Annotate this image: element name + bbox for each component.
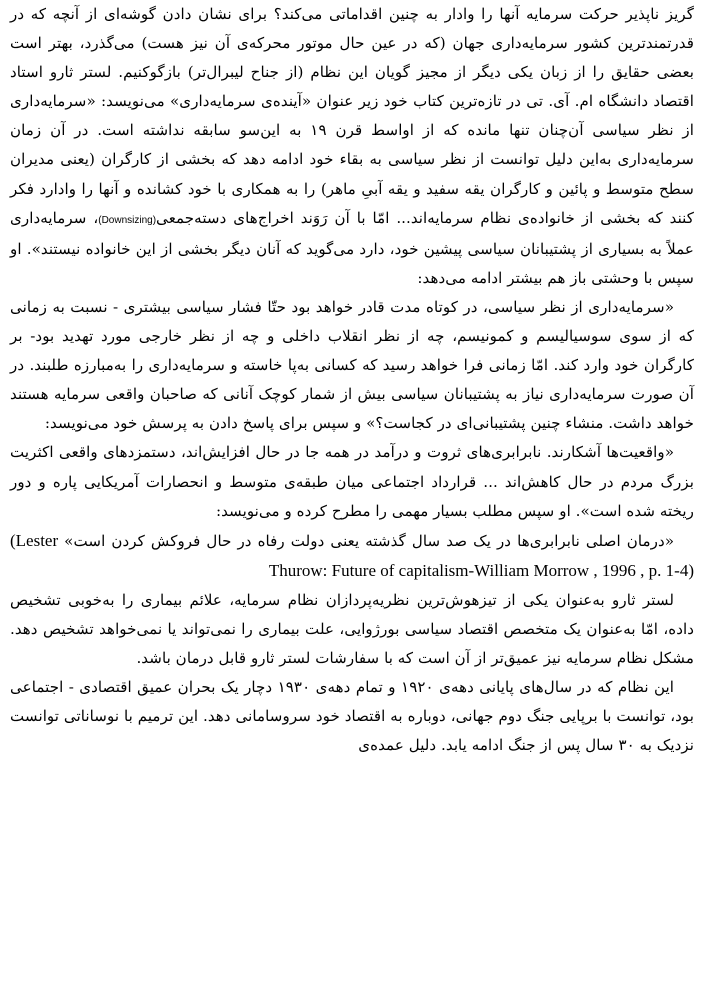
document-page xyxy=(10,0,694,990)
paragraph-5 xyxy=(10,586,694,673)
paragraph-1-text: گریز ناپذیر حرکت سرمایه آنها را وادار به چنین اقداماتی می‌کند؟ برای نشان دادن گوشه‌ای از آنچه که در قدرتمندترین کشور سرمایه‌داری جهان (که در عین حال موتور محرکه‌ی آن نیز هست) می‌گذرد، بهتر است بعضی حقایق را از زبان یکی دیگر از مجیز گویان این نظام (از جناح لیبرال‌تر) بازگوکنیم. لستر ثارو استاد اقتصاد دانشگاه ام. آی. تی در تازه‌ترین کتاب خود زیر عنوان «آینده‌ی سرمایه‌داری» می‌نویسد: «سرمایه‌داری از نظر سیاسی آن‌چنان تنها مانده که از اواسط قرن ۱۹ به این‌سو سابقه نداشته است. در آن زمان سرمایه‌داری به‌این دلیل توانست از نظر سیاسی به بقاء خود ادامه دهد که بخشی از کارگران (یعنی مدیران سطح متوسط و پائین و کارگران یقه سفید و یقه آبیِ ماهر) را به همکاری با خود کشانده و آنها را وادارد فکر کنند که بخشی از خانواده‌ی نظام سرمایه‌اند... امّا با آن رَوَند اخراج‌های دسته‌جمعی xyxy=(10,5,694,227)
paragraph-4-text: «درمان اصلی نابرابری‌ها در یک صد سال گذشته یعنی دولت رفاه در حال فروکش کردن است» xyxy=(64,531,675,550)
paragraph-2-text: «سرمایه‌داری از نظر سیاسی، در کوتاه مدت قادر خواهد بود حتّا فشار سیاسی بیشتری - نسبت به زمانی که از سوی سوسیالیسم و کمونیسم، چه از نظر انقلاب داخلی و چه از نظر خارجی مورد تهدید بود- بر کارگران خود وارد کند. امّا زمانی فرا خواهد رسید که کسانی به‌پا خاسته و سرمایه‌داری را به‌مبارزه طلبند. در آن صورت سرمایه‌داری نیاز به پشتیبانان سیاسی بیش از شمار کوچک آنانی که صاحبان واقعی سرمایه هستند خواهد داشت. منشاء چنین پشتیبانی‌ای در کجاست؟» و سپس برای پاسخ دادن به پرسش خود می‌نویسد: xyxy=(10,297,694,433)
paragraph-5-text: لستر ثارو به‌عنوان یکی از تیزهوش‌ترین نظریه‌پردازان نظام سرمایه، علائم بیماری را به‌خوبی تشخیص داده، امّا به‌عنوان یک متخصص اقتصاد سیاسی بورژوایی، علت بیماری را نمی‌تواند یا نمی‌خواهد تشخیص دهد. مشکل نظام سرمایه نیز عمیق‌تر از آن است که با سفارشات لستر ثارو قابل درمان باشد. xyxy=(10,590,694,668)
paragraph-3-text: «واقعیت‌ها آشکارند. نابرابری‌های ثروت و درآمد در همه جا در حال افزایش‌اند، دستمزدهای واقعی اکثریت بزرگ مردم در حال کاهش‌اند ... قرارداد اجتماعی میان طبقه‌ی متوسط و انحصارات آمریکایی پاره و دور ریخته شده است». او سپس مطلب بسیار مهمی را مطرح کرده و می‌نویسد: xyxy=(10,443,694,520)
paragraph-6 xyxy=(10,673,694,760)
paragraph-2 xyxy=(10,293,694,438)
citation: (Lester Thurow: Future of capitalism-William Morrow , 1996 , p. 1-4) xyxy=(10,530,694,580)
downsizing-term: (Downsizing) xyxy=(98,214,157,226)
paragraph-1 xyxy=(10,0,694,293)
paragraph-1-text-after: ، سرمایه‌داری عملاً به بسیاری از پشتیبانان سیاسی پیشین خود، دارد می‌گوید که آنان دیگر بخشی از این خانواده نیستند». او سپس با وحشتی باز هم بیشتر ادامه می‌دهد: xyxy=(10,208,694,287)
paragraph-4 xyxy=(10,526,694,586)
paragraph-6-text: این نظام که در سال‌های پایانی دهه‌ی ۱۹۲۰ و تمام دهه‌ی ۱۹۳۰ دچار یک بحران عمیق اقتصادی - اجتماعی بود، توانست با برپایی جنگ دوم جهانی، دوباره به اقتصاد خود سروسامانی دهد. این ترمیم با نوساناتی توانست نزدیک به ۳۰ سال پس از جنگ ادامه یابد. دلیل عمده‌ی xyxy=(10,678,694,755)
paragraph-3 xyxy=(10,438,694,525)
